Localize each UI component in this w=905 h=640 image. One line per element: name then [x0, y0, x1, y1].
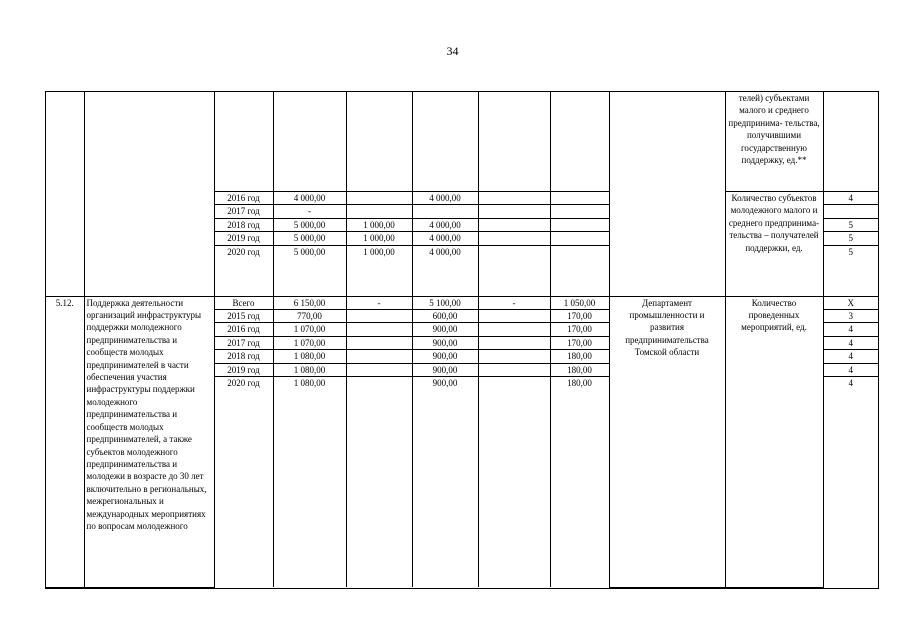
reg-value: 4 000,00: [412, 218, 478, 231]
fed-value: [346, 205, 412, 218]
extra-value: 1 050,00: [550, 296, 609, 309]
fed-value: -: [346, 296, 412, 309]
item-indicator: Количество проведенных мероприятий, ед.: [725, 296, 823, 587]
total-value: 1 080,00: [273, 350, 346, 363]
year-label: 2017 год: [214, 205, 273, 218]
local-value: -: [478, 296, 550, 309]
year-label: 2018 год: [214, 218, 273, 231]
year-label: 2020 год: [214, 377, 273, 588]
total-value: 1 080,00: [273, 363, 346, 376]
local-value: [478, 377, 550, 588]
fed-value: [346, 363, 412, 376]
total-value: 5 000,00: [273, 245, 346, 296]
local-value: [478, 323, 550, 336]
cell-extra-empty: [550, 92, 609, 192]
indicator-value: 4: [823, 336, 878, 349]
fed-value: [346, 336, 412, 349]
year-label: 2016 год: [214, 192, 273, 205]
total-value: -: [273, 205, 346, 218]
indicator-value: 4: [823, 363, 878, 376]
extra-value: [550, 245, 609, 296]
fed-value: 1 000,00: [346, 218, 412, 231]
total-value: 5 000,00: [273, 232, 346, 245]
cell-year-empty: [214, 92, 273, 192]
extra-value: [550, 218, 609, 231]
reg-value: 4 000,00: [412, 232, 478, 245]
page-number: 34: [446, 44, 459, 58]
local-value: [478, 205, 550, 218]
reg-value: [412, 205, 478, 218]
extra-value: [550, 232, 609, 245]
program-table: [45, 91, 879, 589]
cell-title-empty: [84, 92, 214, 296]
year-label: Всего: [214, 296, 273, 309]
item-row: [46, 296, 878, 309]
fed-value: 1 000,00: [346, 245, 412, 296]
local-value: [478, 350, 550, 363]
local-value: [478, 310, 550, 323]
local-value: [478, 245, 550, 296]
local-value: [478, 232, 550, 245]
extra-value: 170,00: [550, 336, 609, 349]
item-title: Поддержка деятельности организаций инфраструктуры поддержки молодежного предпринимательства и сообществ молодых предпринимателей в части обеспечения участия инфраструктуры поддержки молодежного предпринимательства и сообществ молодых предпринимателей, а также субъектов молодежного предпринимательства и молодежи в возрасте до 30 лет включительно в региональных, межрегиональных и международных мероприятиях по вопросам молодежного: [84, 296, 214, 587]
indicator-value: Х: [823, 296, 878, 309]
indicator-value: 5: [823, 232, 878, 245]
indicator-value: 4: [823, 323, 878, 336]
fed-value: [346, 310, 412, 323]
reg-value: 900,00: [412, 377, 478, 588]
indicator-value: 4: [823, 377, 878, 588]
cell-total-empty: [273, 92, 346, 192]
total-value: 1 070,00: [273, 336, 346, 349]
indicator-value: 5: [823, 218, 878, 231]
cell-fed-empty: [346, 92, 412, 192]
fed-value: 1 000,00: [346, 232, 412, 245]
year-label: 2016 год: [214, 323, 273, 336]
indicator-value: 5: [823, 245, 878, 296]
year-label: 2017 год: [214, 336, 273, 349]
reg-value: 900,00: [412, 350, 478, 363]
extra-value: 170,00: [550, 310, 609, 323]
indicator-value: 3: [823, 310, 878, 323]
extra-value: 180,00: [550, 363, 609, 376]
extra-value: 180,00: [550, 350, 609, 363]
extra-value: [550, 192, 609, 205]
total-value: 770,00: [273, 310, 346, 323]
year-label: 2019 год: [214, 232, 273, 245]
reg-value: 900,00: [412, 336, 478, 349]
total-value: 1 080,00: [273, 377, 346, 588]
total-value: 4 000,00: [273, 192, 346, 205]
local-value: [478, 192, 550, 205]
total-value: 1 070,00: [273, 323, 346, 336]
fed-value: [346, 377, 412, 588]
local-value: [478, 336, 550, 349]
reg-value: 900,00: [412, 363, 478, 376]
local-value: [478, 218, 550, 231]
extra-value: [550, 205, 609, 218]
indicator-value: 4: [823, 192, 878, 205]
fed-value: [346, 323, 412, 336]
item-number: 5.12.: [46, 296, 84, 587]
indicator-tail: телей) субъектами малого и среднего предпринима- тельства, получившими государственную поддержку, ед.**: [725, 92, 823, 192]
year-label: 2018 год: [214, 350, 273, 363]
local-value: [478, 363, 550, 376]
total-value: 6 150,00: [273, 296, 346, 309]
item-executor: Департамент промышленности и развития предпринимательства Томской области: [609, 296, 725, 587]
year-label: 2020 год: [214, 245, 273, 296]
indicator-text: Количество субъектов молодежного малого и среднего предпринима- тельства – получателей поддержки, ед.: [725, 192, 823, 297]
fed-value: [346, 350, 412, 363]
indicator-value: 4: [823, 350, 878, 363]
reg-value: 4 000,00: [412, 192, 478, 205]
indicator-value: [823, 205, 878, 218]
reg-value: 5 100,00: [412, 296, 478, 309]
cell-reg-empty: [412, 92, 478, 192]
cell-number-empty: [46, 92, 84, 296]
continued-top-row: [46, 92, 878, 192]
year-label: 2015 год: [214, 310, 273, 323]
reg-value: 600,00: [412, 310, 478, 323]
fed-value: [346, 192, 412, 205]
measures-table: [46, 92, 878, 588]
cell-executor-empty: [609, 92, 725, 296]
total-value: 5 000,00: [273, 218, 346, 231]
year-label: 2019 год: [214, 363, 273, 376]
reg-value: 900,00: [412, 323, 478, 336]
reg-value: 4 000,00: [412, 245, 478, 296]
cell-local-empty: [478, 92, 550, 192]
extra-value: 180,00: [550, 377, 609, 588]
extra-value: 170,00: [550, 323, 609, 336]
cell-value-empty: [823, 92, 878, 192]
